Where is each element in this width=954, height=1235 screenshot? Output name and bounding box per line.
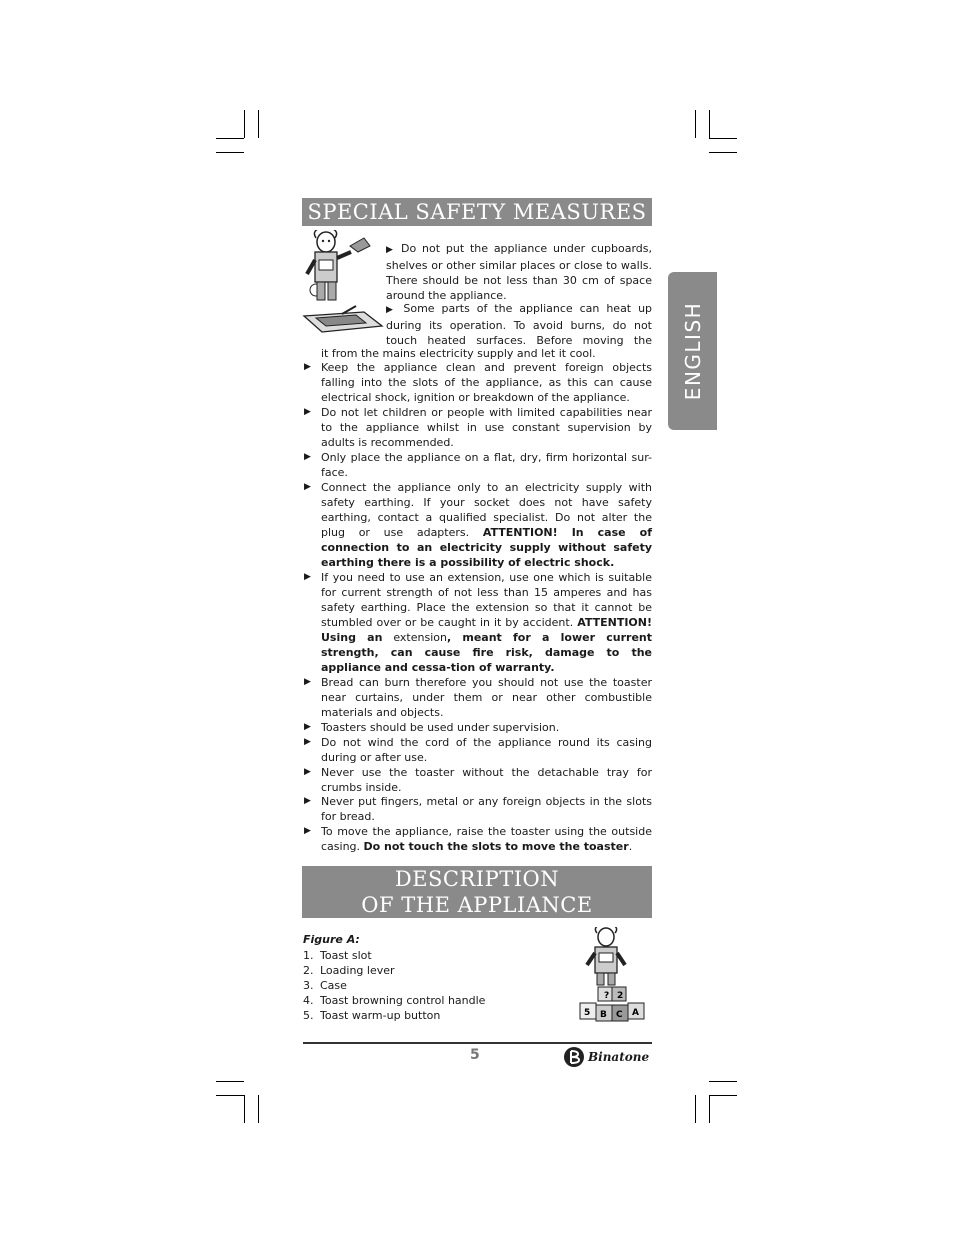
safety-item-continuation: it from the mains electricity supply and let it cool.	[321, 347, 596, 360]
crop-mark	[244, 1095, 245, 1123]
right-triangle-icon: ▶	[386, 245, 396, 255]
worker-on-blocks-illustration	[574, 927, 654, 1027]
crop-mark	[709, 110, 710, 138]
safety-item	[304, 360, 652, 405]
brand-logo	[563, 1046, 649, 1068]
right-triangle-icon: ▶	[304, 452, 311, 462]
safety-item-text	[321, 824, 652, 854]
crop-mark	[695, 1095, 696, 1123]
safety-item	[304, 824, 652, 854]
safety-item	[304, 675, 652, 720]
brand-name: Binatone	[588, 1050, 650, 1064]
right-triangle-icon: ▶	[386, 305, 397, 315]
safety-item	[304, 450, 652, 480]
figure-title: Figure A:	[303, 933, 360, 946]
svg-text:5: 5	[584, 1008, 591, 1018]
right-triangle-icon: ▶	[304, 362, 311, 372]
list-item-number: 5.	[303, 1009, 314, 1022]
list-item-number: 2.	[303, 964, 314, 977]
worker-with-hairdryer-illustration	[302, 230, 384, 338]
right-triangle-icon: ▶	[304, 572, 311, 582]
language-tab	[668, 272, 717, 430]
safety-item	[304, 720, 652, 735]
safety-item	[304, 735, 652, 765]
safety-item-text-plain: To move the appliance, raise the toaster using the outside casing.	[321, 825, 652, 853]
right-triangle-icon: ▶	[304, 737, 311, 747]
section-title-line: OF THE APPLIANCE	[361, 893, 593, 917]
safety-item-text: Do not let children or people with limited capabilities near to the appliance whilst in use constant supervision by adults is recommended.	[321, 406, 652, 449]
safety-item-text: Only place the appliance on a flat, dry, firm horizontal sur-face.	[321, 451, 652, 479]
list-item-label: Case	[320, 979, 347, 992]
svg-text:2: 2	[617, 991, 624, 1001]
crop-mark	[709, 152, 737, 153]
crop-mark	[709, 1081, 737, 1082]
safety-attention-text: , meant for a lower current strength, can cause fire risk, damage to the appliance and cessa-tion of warranty.	[321, 631, 652, 674]
safety-attention-text: Do not touch the slots to move the toaster	[363, 840, 629, 853]
safety-item-text-plain: If you need to use an extension, use one which is suitable for current strength of not less than 15 amperes and has safety earthing. Place the extension so that it cannot be stumbled over or be caught in it by accident.	[321, 571, 652, 629]
list-item-number: 3.	[303, 979, 314, 992]
safety-item-text-plain: extension	[393, 631, 447, 644]
list-item-label: Toast browning control handle	[320, 994, 486, 1007]
safety-item-text: Never put fingers, metal or any foreign objects in the slots for bread.	[321, 795, 652, 823]
safety-item-text: Do not wind the cord of the appliance round its casing during or after use.	[321, 736, 652, 764]
safety-attention-text: ATTENTION! Using an	[321, 616, 652, 644]
safety-item-text-plain: Connect the appliance only to an electricity supply with safety earthing. If your socket does not have safety earthing, contact a qualified specialist. Do not alter the plug or use adapters.	[321, 481, 652, 539]
safety-item-text: Some parts of the appliance can heat up during its operation. To avoid burns, do not touch heated surfaces. Before moving the	[386, 302, 652, 346]
crop-mark	[216, 1081, 244, 1082]
right-triangle-icon: ▶	[304, 826, 311, 836]
binatone-logo-icon	[563, 1046, 585, 1068]
safety-item-text: Bread can burn therefore you should not use the toaster near curtains, under them or near other combustible materials and objects.	[321, 676, 652, 719]
list-item	[303, 978, 485, 993]
crop-mark	[216, 138, 244, 139]
crop-mark	[258, 110, 259, 138]
svg-text:C: C	[616, 1010, 623, 1020]
safety-item	[386, 241, 652, 303]
safety-item-text	[321, 570, 652, 675]
safety-item	[304, 480, 652, 570]
language-tab-label: ENGLISH	[680, 301, 705, 401]
section-title-line: DESCRIPTION	[394, 867, 560, 891]
right-triangle-icon: ▶	[304, 722, 311, 732]
list-item-label: Toast warm-up button	[320, 1009, 441, 1022]
right-triangle-icon: ▶	[304, 796, 311, 806]
safety-item-text: Keep the appliance clean and prevent foreign objects falling into the slots of the appliance, as this can cause electrical shock, ignition or breakdown of the appliance.	[321, 361, 652, 404]
right-triangle-icon: ▶	[304, 482, 311, 492]
crop-mark	[709, 1095, 737, 1096]
right-triangle-icon: ▶	[304, 767, 311, 777]
list-item-label: Toast slot	[320, 949, 372, 962]
crop-mark	[216, 152, 244, 153]
svg-text:A: A	[632, 1008, 639, 1018]
right-triangle-icon: ▶	[304, 407, 311, 417]
crop-mark	[709, 1095, 710, 1123]
safety-item-text: Toasters should be used under supervision.	[321, 721, 560, 734]
safety-item	[304, 570, 652, 675]
list-item	[303, 948, 485, 963]
safety-item	[304, 405, 652, 450]
list-item-number: 1.	[303, 949, 314, 962]
list-item-label: Loading lever	[320, 964, 395, 977]
safety-attention-text: ATTENTION! In case of connection to an electricity supply without safety earthing there is a possibility of electric shock.	[321, 526, 653, 569]
page-number: 5	[470, 1047, 480, 1063]
crop-mark	[695, 110, 696, 138]
svg-text:?: ?	[604, 991, 610, 1001]
safety-item-text-plain: .	[628, 840, 633, 853]
safety-item	[304, 794, 652, 824]
section-title-safety: SPECIAL SAFETY MEASURES	[302, 198, 652, 226]
crop-mark	[258, 1095, 259, 1123]
crop-mark	[709, 138, 737, 139]
right-triangle-icon: ▶	[304, 677, 311, 687]
crop-mark	[244, 110, 245, 138]
safety-item-text: Never use the toaster without the detachable tray for crumbs inside.	[321, 766, 652, 794]
list-item	[303, 993, 485, 1008]
list-item	[303, 963, 485, 978]
safety-item	[304, 765, 652, 795]
safety-item-text: Do not put the appliance under cupboards, shelves or other similar places or close to walls. There should be not less than 30 cm of space around the appliance.	[386, 242, 652, 302]
figure-parts-list	[303, 948, 485, 1023]
footer-rule	[303, 1042, 652, 1044]
safety-item-text	[321, 480, 652, 570]
list-item-number: 4.	[303, 994, 314, 1007]
svg-text:B: B	[600, 1010, 607, 1020]
crop-mark	[216, 1095, 244, 1096]
list-item	[303, 1008, 485, 1023]
section-title-description	[302, 866, 652, 918]
safety-item	[386, 301, 652, 346]
